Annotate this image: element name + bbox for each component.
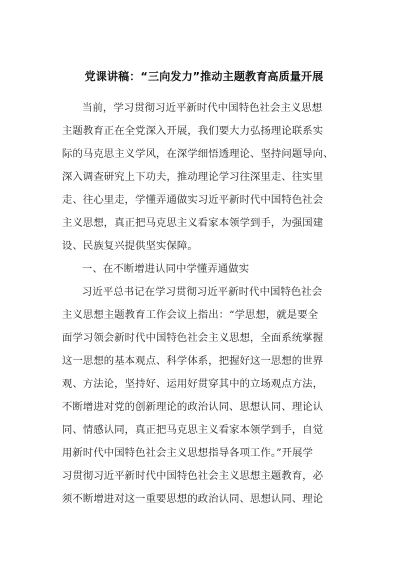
document-title: 党课讲稿：“三向发力”推动主题教育高质量开展: [84, 70, 324, 83]
paragraph-line: 这一思想的基本观点、科学体系，把握好这一思想的世界: [62, 355, 324, 367]
paragraph-line: 主义思想，真正把马克思主义看家本领学到手，为强国建: [62, 217, 324, 229]
paragraph-line: 须不断增进对这一重要思想的政治认同、思想认同、理论: [62, 493, 324, 505]
paragraph-line: 际的马克思主义学风，在深学细悟透理论、坚持问题导向、: [62, 148, 334, 160]
paragraph-line: 主题教育正在全党深入开展，我们要大力弘扬理论联系实: [62, 125, 324, 137]
section-heading: 一、在不断增进认同中学懂弄通做实: [82, 263, 250, 275]
paragraph-line: 走、往心里走，学懂弄通做实习近平新时代中国特色社会: [62, 194, 324, 206]
paragraph-line: 当前，学习贯彻习近平新时代中国特色社会主义思想: [82, 102, 323, 114]
paragraph-line: 深入调查研究上下功夫，推动理论学习往深里走、往实里: [62, 171, 324, 183]
paragraph-line: 习贯彻习近平新时代中国特色社会主义思想主题教育，必: [62, 470, 324, 482]
paragraph-line: 习近平总书记在学习贯彻习近平新时代中国特色社会: [82, 286, 323, 298]
paragraph-line: 用新时代中国特色社会主义思想指导各项工作。”开展学: [62, 447, 313, 459]
paragraph-line: 观、方法论，坚持好、运用好贯穿其中的立场观点方法，: [62, 378, 324, 390]
paragraph-line: 面学习领会新时代中国特色社会主义思想，全面系统掌握: [62, 332, 324, 344]
paragraph-line: 同、情感认同，真正把马克思主义看家本领学到手，自觉: [62, 424, 324, 436]
paragraph-line: 不断增进对党的创新理论的政治认同、思想认同、理论认: [62, 401, 324, 413]
paragraph-line: 设、民族复兴提供坚实保障。: [62, 240, 198, 252]
paragraph-line: 主义思想主题教育工作会议上指出：“学思想，就是要全: [62, 309, 319, 321]
